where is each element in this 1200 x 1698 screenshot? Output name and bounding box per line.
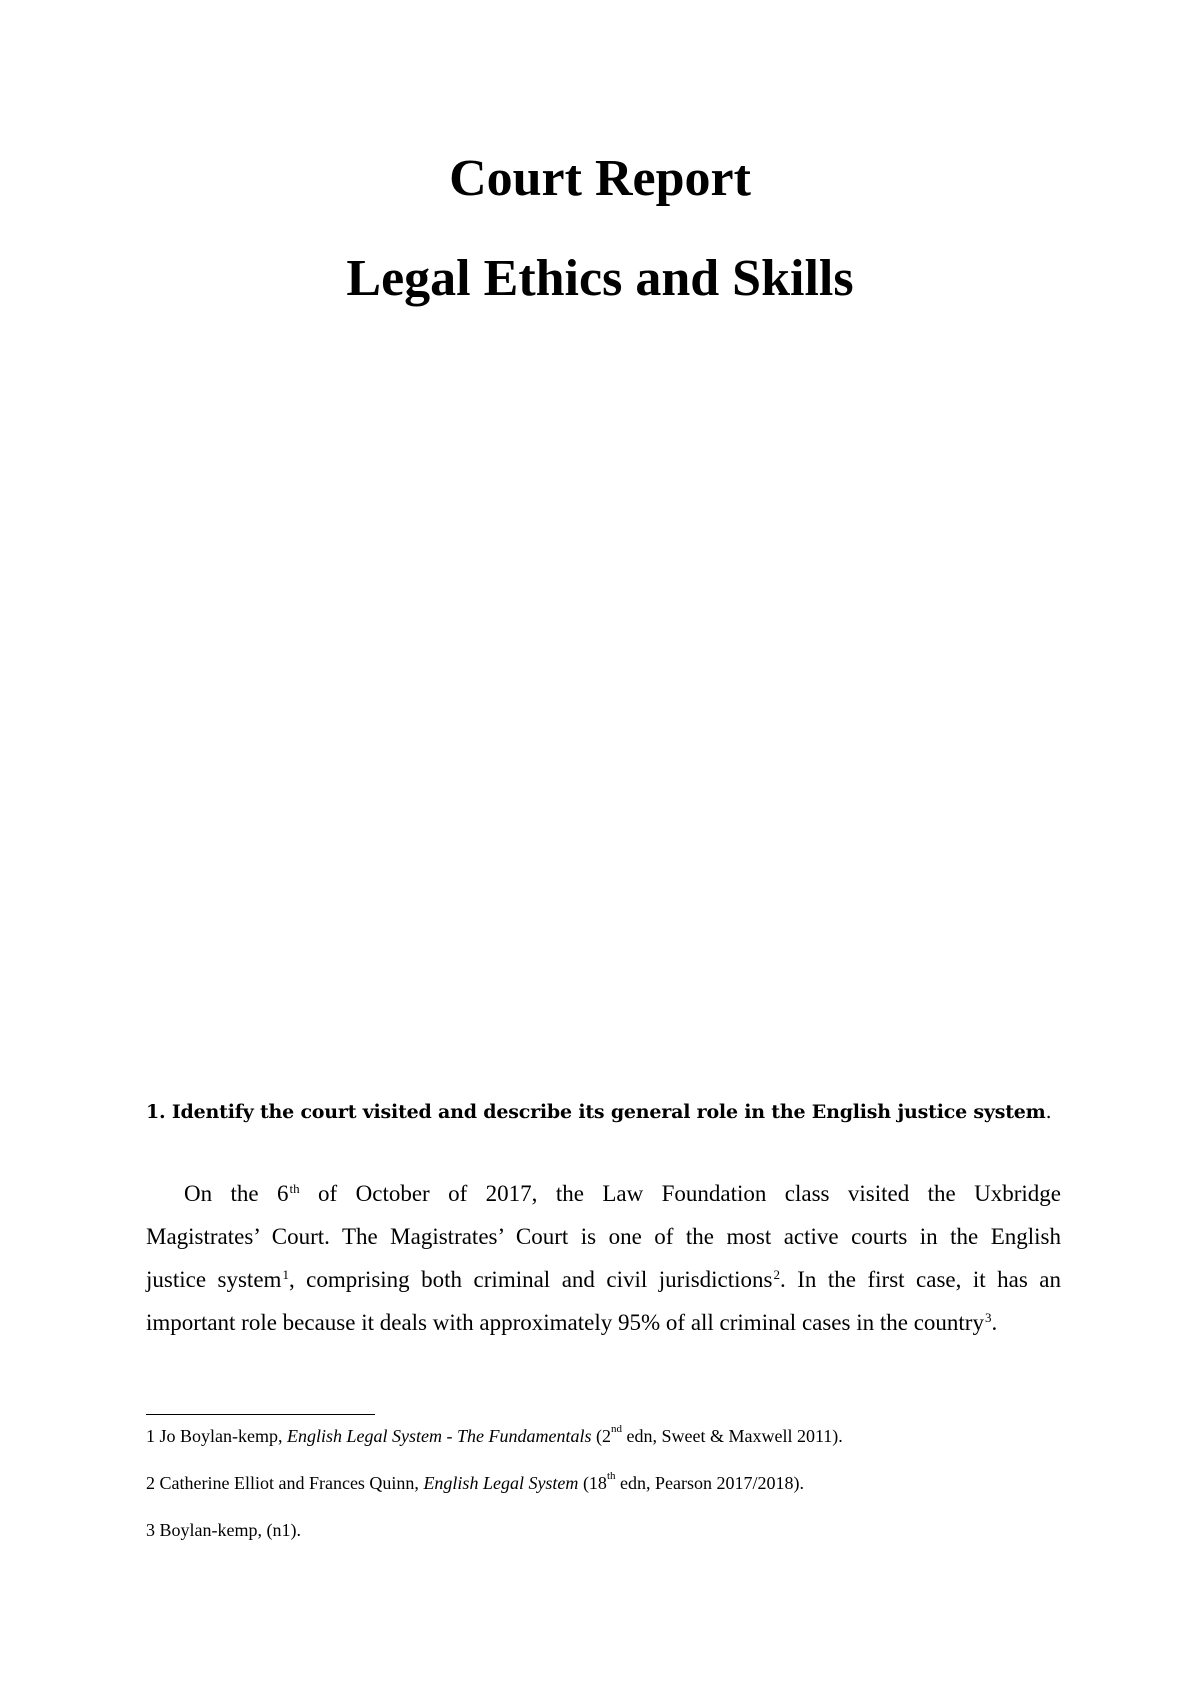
footnote-1 [146, 1423, 843, 1446]
text-run: , comprising both criminal and civil jurisdictions [288, 1267, 773, 1292]
text-run: important role because it deals with approximately 95% of all criminal cases in the country [146, 1310, 984, 1335]
paragraph-line-2: Magistrates’ Court. The Magistrates’ Court is one of the most active courts in the English [146, 1224, 1061, 1249]
book-title: English Legal System - The Fundamentals [287, 1426, 592, 1446]
footnote-ref-3[interactable]: 3 [984, 1310, 992, 1325]
text-run: of October of 2017, the Law Foundation class visited the Uxbridge [299, 1181, 1061, 1206]
footnote-ref-2[interactable]: 2 [773, 1267, 780, 1282]
paragraph-line-1 [146, 1172, 1061, 1215]
book-title: English Legal System [423, 1473, 579, 1493]
section-heading-period: . [1045, 1101, 1052, 1123]
ordinal-superscript: th [606, 1470, 616, 1482]
section-heading [146, 1101, 1051, 1123]
text-run: . In the first case, it has an [780, 1267, 1062, 1292]
text-run: . [991, 1310, 998, 1335]
text-run: edn, Pearson 2017/2018). [615, 1473, 804, 1493]
paragraph-line-3 [146, 1258, 1061, 1301]
section-heading-text: 1. Identify the court visited and describe its general role in the English justice system [146, 1101, 1046, 1123]
footnote-3: 3 Boylan-kemp, (n1). [146, 1520, 301, 1540]
paragraph-line-4 [146, 1301, 1061, 1344]
text-run: 1 Jo Boylan-kemp, [146, 1426, 287, 1446]
text-run: On the 6 [184, 1181, 289, 1206]
text-run: justice system [146, 1267, 282, 1292]
body-paragraph [146, 1172, 1061, 1344]
text-run: (2 [591, 1426, 611, 1446]
text-run: edn, Sweet & Maxwell 2011). [621, 1426, 843, 1446]
ordinal-superscript: th [289, 1181, 300, 1196]
document-subtitle: Legal Ethics and Skills [346, 250, 854, 307]
text-run: (18 [578, 1473, 607, 1493]
footnote-2 [146, 1470, 804, 1493]
ordinal-superscript: nd [610, 1423, 622, 1435]
footnote-separator [146, 1414, 375, 1415]
text-run: 2 Catherine Elliot and Frances Quinn, [146, 1473, 424, 1493]
document-title: Court Report [449, 150, 751, 207]
footnote-ref-1[interactable]: 1 [282, 1267, 289, 1282]
